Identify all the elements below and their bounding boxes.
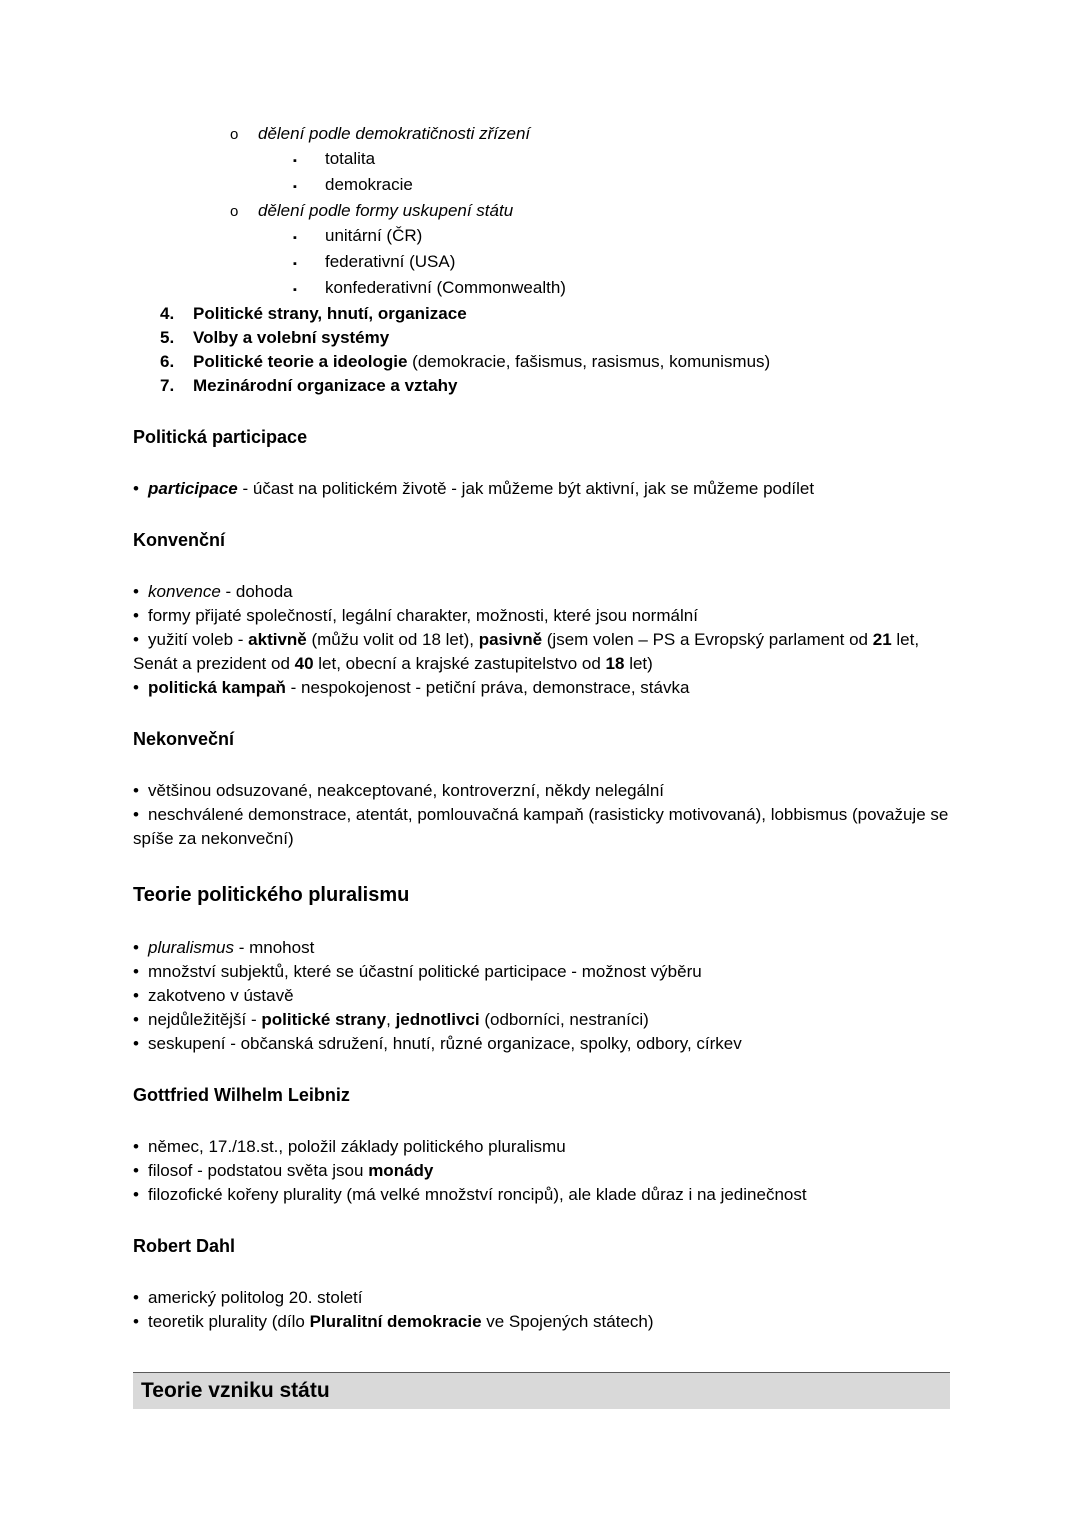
bullet-marker: •	[133, 479, 139, 498]
list-number: 6.	[160, 352, 175, 371]
bullet-list-item	[133, 960, 950, 984]
bullet-list	[133, 477, 950, 501]
text-segment: aktivně	[248, 630, 307, 649]
text-segment: demokracie	[325, 175, 413, 194]
text-segment: 18	[605, 654, 625, 673]
outline-item-text	[325, 147, 375, 171]
outline-item-text	[325, 173, 413, 197]
section-heading: Konvenční	[133, 530, 226, 550]
square-bullet-marker: ▪	[293, 284, 297, 296]
text-segment: ,	[386, 1010, 396, 1029]
square-bullet-marker: ▪	[293, 181, 297, 193]
text-segment: monády	[368, 1161, 434, 1180]
text-segment: ve Spojených státech)	[481, 1312, 654, 1331]
nested-outline-list	[133, 122, 950, 302]
bullet-list-item	[133, 477, 950, 501]
bullet-marker: •	[133, 805, 139, 824]
square-bullet-marker: ▪	[293, 155, 297, 167]
numbered-list	[133, 302, 950, 398]
text-segment: let, Senát a prezident od	[133, 630, 920, 673]
bullet-marker: •	[133, 1185, 139, 1204]
outline-item-level3	[133, 173, 950, 199]
bullet-list-item	[133, 1032, 950, 1056]
text-segment: zakotveno v ústavě	[148, 986, 294, 1005]
bullet-list-item	[133, 1135, 950, 1159]
text-segment: filozofické kořeny plurality (má velké množství roncipů), ale klade důraz i na jedinečnost	[148, 1185, 807, 1204]
outline-item-level3	[133, 276, 950, 302]
bullet-list-item	[133, 1159, 950, 1183]
section-heading: Nekonveční	[133, 729, 235, 749]
circle-bullet-marker: o	[230, 203, 239, 220]
bullet-list-item	[133, 1286, 950, 1310]
numbered-list-item	[133, 302, 950, 326]
text-segment: federativní (USA)	[325, 252, 456, 271]
bullet-list	[133, 779, 950, 851]
text-segment: - účast na politickém životě - jak můžeme být aktivní, jak se můžeme podílet	[237, 479, 815, 498]
bullet-list-item	[133, 1183, 950, 1207]
text-segment: pasivně	[478, 630, 543, 649]
bullet-marker: •	[133, 678, 139, 697]
bullet-marker: •	[133, 1312, 139, 1331]
text-segment: 40	[294, 654, 314, 673]
numbered-item-text	[193, 302, 467, 326]
outline-item-text	[325, 276, 566, 300]
text-segment: konfederativní (Commonwealth)	[325, 278, 566, 297]
section-title-bar: Teorie vzniku státu	[133, 1372, 950, 1409]
text-segment: neschválené demonstrace, atentát, pomlouvačná kampaň (rasisticky motivovaná), lobbismus (považuje se spíše za nekonveční)	[133, 805, 949, 848]
text-segment: politická kampaň	[148, 678, 286, 697]
text-segment: filosof - podstatou světa jsou	[148, 1161, 369, 1180]
text-segment: seskupení - občanská sdružení, hnutí, různé organizace, spolky, odbory, církev	[148, 1034, 742, 1053]
numbered-item-text	[193, 326, 389, 350]
bullet-marker: •	[133, 962, 139, 981]
text-segment: totalita	[325, 149, 376, 168]
circle-bullet-marker: o	[230, 126, 239, 143]
bullet-list	[133, 1286, 950, 1334]
text-segment: participace	[148, 479, 238, 498]
outline-item-level3	[133, 250, 950, 276]
bullet-list	[133, 1135, 950, 1207]
bullet-marker: •	[133, 986, 139, 1005]
text-segment: dělení podle formy uskupení státu	[258, 201, 514, 220]
outline-item-text	[325, 250, 455, 274]
section-heading: Teorie politického pluralismu	[133, 884, 410, 906]
text-segment: (můžu volit od 18 let),	[306, 630, 479, 649]
numbered-item-text	[193, 350, 770, 374]
bullet-marker: •	[133, 1288, 139, 1307]
text-segment: jednotlivci	[395, 1010, 480, 1029]
bullet-list	[133, 580, 950, 700]
bullet-list-item	[133, 676, 950, 700]
text-segment: nejdůležitější -	[148, 1010, 262, 1029]
text-segment: americký politolog 20. století	[148, 1288, 363, 1307]
text-segment: - nespokojenost - petiční práva, demonstrace, stávka	[285, 678, 690, 697]
outline-item-level2	[133, 122, 950, 147]
square-bullet-marker: ▪	[293, 232, 297, 244]
text-segment: - dohoda	[220, 582, 293, 601]
text-segment: let)	[624, 654, 653, 673]
text-segment: teoretik plurality (dílo	[148, 1312, 310, 1331]
bullet-marker: •	[133, 1161, 139, 1180]
bullet-list-item	[133, 779, 950, 803]
bullet-marker: •	[133, 1034, 139, 1053]
text-segment: - mnohost	[233, 938, 315, 957]
list-number: 5.	[160, 328, 175, 347]
outline-item-text	[258, 122, 530, 146]
text-segment: většinou odsuzované, neakceptované, kontroverzní, někdy nelegální	[148, 781, 665, 800]
text-segment: let, obecní a krajské zastupitelstvo od	[313, 654, 606, 673]
square-bullet-marker: ▪	[293, 258, 297, 270]
outline-item-text	[258, 199, 513, 223]
numbered-item-text	[193, 374, 458, 398]
text-segment: politické strany	[261, 1010, 387, 1029]
list-number: 4.	[160, 304, 175, 323]
text-segment: formy přijaté společností, legální charakter, možnosti, které jsou normální	[148, 606, 698, 625]
section-heading: Robert Dahl	[133, 1236, 236, 1256]
section-heading: Politická participace	[133, 427, 308, 447]
bullet-list	[133, 936, 950, 1056]
numbered-list-item	[133, 326, 950, 350]
bullet-marker: •	[133, 582, 139, 601]
bullet-list-item	[133, 1008, 950, 1032]
outline-item-text	[325, 224, 422, 248]
text-segment: němec, 17./18.st., položil základy politického pluralismu	[148, 1137, 566, 1156]
bullet-list-item	[133, 936, 950, 960]
text-segment: množství subjektů, které se účastní politické participace - možnost výběru	[148, 962, 702, 981]
text-segment: Volby a volební systémy	[193, 328, 390, 347]
bullet-list-item	[133, 1310, 950, 1334]
outline-item-level3	[133, 224, 950, 250]
text-segment: Pluralitní demokracie	[309, 1312, 482, 1331]
outline-item-level2	[133, 199, 950, 224]
text-segment: Mezinárodní organizace a vztahy	[193, 376, 458, 395]
bullet-list-item	[133, 604, 950, 628]
bullet-list-item	[133, 984, 950, 1008]
section-heading: Gottfried Wilhelm Leibniz	[133, 1085, 350, 1105]
text-segment: dělení podle demokratičnosti zřízení	[258, 124, 531, 143]
text-segment: Politické strany, hnutí, organizace	[193, 304, 467, 323]
outline-item-level3	[133, 147, 950, 173]
numbered-list-item	[133, 350, 950, 374]
text-segment: pluralismus	[148, 938, 234, 957]
bullet-marker: •	[133, 781, 139, 800]
text-segment: (odborníci, nestraníci)	[479, 1010, 649, 1029]
text-segment: yužití voleb -	[148, 630, 249, 649]
bullet-marker: •	[133, 938, 139, 957]
bullet-list-item	[133, 803, 950, 851]
text-segment: Politické teorie a ideologie	[193, 352, 408, 371]
text-segment: konvence	[148, 582, 221, 601]
bullet-marker: •	[133, 1137, 139, 1156]
bullet-list-item	[133, 580, 950, 604]
text-segment: (demokracie, fašismus, rasismus, komunismus)	[407, 352, 771, 371]
bullet-list-item	[133, 628, 950, 676]
text-segment: (jsem volen – PS a Evropský parlament od	[542, 630, 873, 649]
text-segment: unitární (ČR)	[325, 226, 423, 245]
bullet-marker: •	[133, 630, 139, 649]
list-number: 7.	[160, 376, 175, 395]
bullet-marker: •	[133, 1010, 139, 1029]
numbered-list-item	[133, 374, 950, 398]
bullet-marker: •	[133, 606, 139, 625]
text-segment: 21	[872, 630, 892, 649]
